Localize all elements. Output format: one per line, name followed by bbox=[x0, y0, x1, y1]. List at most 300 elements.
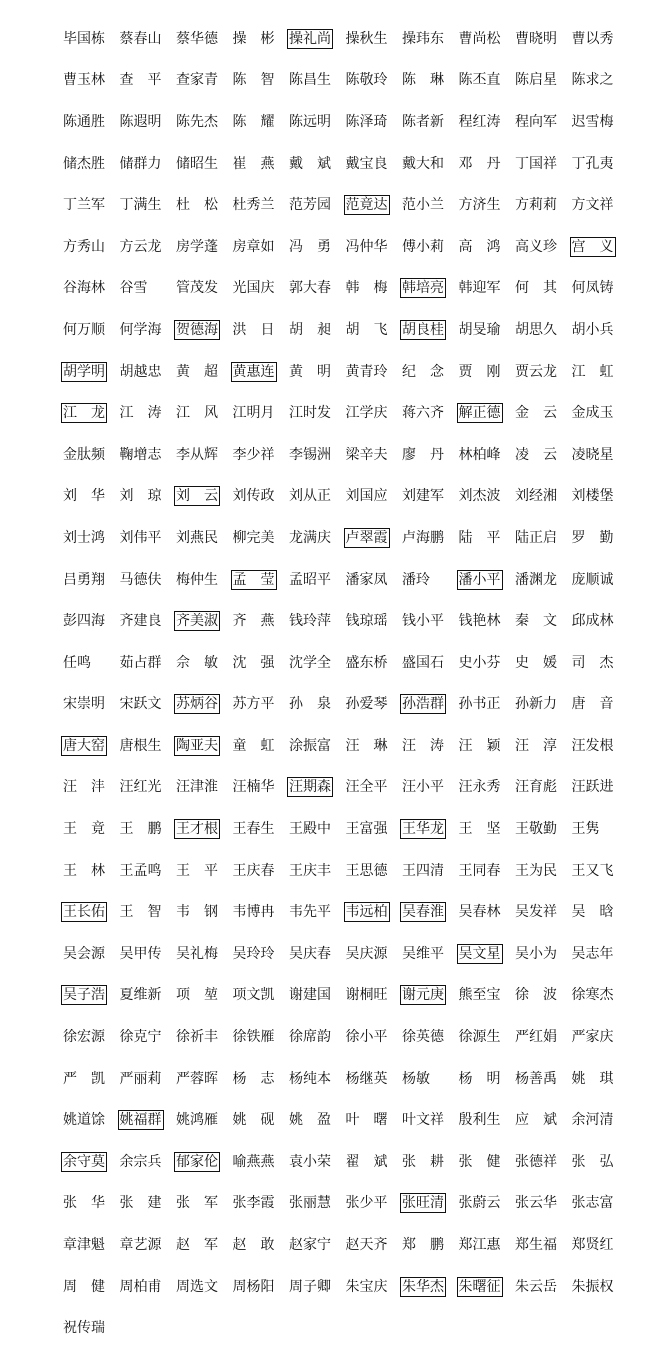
name-cell bbox=[570, 195, 627, 215]
name-row bbox=[61, 1224, 621, 1266]
name-text: 姚道馀 bbox=[63, 1112, 105, 1129]
name-text: 汪津淮 bbox=[176, 779, 218, 796]
name-cell bbox=[118, 694, 175, 714]
name-text: 邓 丹 bbox=[458, 155, 501, 172]
name-cell bbox=[344, 1027, 401, 1047]
name-cell bbox=[344, 819, 401, 839]
name-text: 郑江惠 bbox=[458, 1237, 501, 1254]
name-cell bbox=[457, 29, 514, 49]
name-text: 方莉莉 bbox=[515, 197, 557, 214]
name-text: 朱振权 bbox=[571, 1278, 614, 1295]
name-text: 胡思久 bbox=[515, 321, 557, 338]
name-cell bbox=[457, 362, 514, 382]
name-text: 孙书正 bbox=[458, 696, 501, 713]
name-text: 杨纯本 bbox=[289, 1070, 331, 1087]
name-text: 杜秀兰 bbox=[232, 197, 275, 214]
name-text: 梅仲生 bbox=[176, 571, 218, 588]
name-cell bbox=[61, 611, 118, 631]
name-text: 汪小平 bbox=[402, 779, 444, 796]
name-cell bbox=[513, 112, 570, 132]
boxed-name-cell bbox=[287, 29, 344, 49]
name-cell bbox=[400, 1152, 457, 1172]
name-list-grid bbox=[61, 18, 621, 1349]
name-cell bbox=[513, 320, 570, 340]
name-cell bbox=[344, 1277, 401, 1297]
name-cell bbox=[287, 362, 344, 382]
name-text: 方文祥 bbox=[571, 197, 614, 214]
name-cell bbox=[174, 528, 231, 548]
name-cell bbox=[570, 486, 627, 506]
name-row bbox=[61, 517, 621, 559]
name-text: 迟雪梅 bbox=[571, 113, 614, 130]
name-cell bbox=[513, 736, 570, 756]
name-text: 严红娟 bbox=[515, 1029, 557, 1046]
name-text: 查 平 bbox=[119, 72, 162, 89]
name-cell bbox=[570, 278, 627, 298]
name-cell bbox=[457, 736, 514, 756]
name-cell bbox=[287, 653, 344, 673]
name-text: 杨善禹 bbox=[515, 1070, 557, 1087]
name-cell bbox=[287, 445, 344, 465]
name-cell bbox=[61, 819, 118, 839]
name-text: 王 坚 bbox=[458, 821, 501, 838]
boxed-name-cell bbox=[400, 819, 457, 839]
name-text: 吴维平 bbox=[402, 945, 444, 962]
name-text: 刘传政 bbox=[232, 488, 275, 505]
name-cell bbox=[570, 403, 627, 423]
name-text: 吴小为 bbox=[515, 945, 557, 962]
name-text: 李少祥 bbox=[232, 446, 275, 463]
name-text: 张 健 bbox=[458, 1153, 501, 1170]
name-cell bbox=[570, 1277, 627, 1297]
name-cell bbox=[174, 777, 231, 797]
name-text: 丁国祥 bbox=[515, 155, 557, 172]
name-text: 汪红光 bbox=[119, 779, 162, 796]
name-text: 吴庆春 bbox=[289, 945, 331, 962]
name-cell bbox=[344, 486, 401, 506]
boxed-name-cell bbox=[457, 944, 514, 964]
name-cell bbox=[344, 694, 401, 714]
name-cell bbox=[61, 486, 118, 506]
name-text: 王 林 bbox=[63, 862, 105, 879]
name-text: 徐席韵 bbox=[289, 1029, 331, 1046]
name-cell bbox=[118, 736, 175, 756]
name-text: 陈者新 bbox=[402, 113, 444, 130]
name-text: 刘 琼 bbox=[119, 488, 162, 505]
name-text: 光国庆 bbox=[232, 280, 275, 297]
name-text: 钱小平 bbox=[402, 613, 444, 630]
name-cell bbox=[344, 570, 401, 590]
name-text: 孟昭平 bbox=[289, 571, 331, 588]
name-text: 凌 云 bbox=[515, 446, 557, 463]
name-cell bbox=[231, 736, 288, 756]
name-cell bbox=[400, 70, 457, 90]
name-row bbox=[61, 933, 621, 975]
name-cell bbox=[287, 112, 344, 132]
name-cell bbox=[400, 944, 457, 964]
name-cell bbox=[570, 528, 627, 548]
name-text: 程红涛 bbox=[458, 113, 501, 130]
name-text: 钱琼瑶 bbox=[345, 613, 388, 630]
name-text: 林柏峰 bbox=[458, 446, 501, 463]
name-text: 金 云 bbox=[515, 405, 557, 422]
name-text: 王庆春 bbox=[232, 862, 275, 879]
name-row bbox=[61, 268, 621, 310]
name-text: 彭四海 bbox=[63, 613, 105, 630]
name-cell bbox=[61, 1110, 118, 1130]
name-text: 徐祈丰 bbox=[176, 1029, 218, 1046]
name-row bbox=[61, 1099, 621, 1141]
name-text: 刘 华 bbox=[63, 488, 105, 505]
name-text: 佘 敏 bbox=[176, 654, 218, 671]
name-cell bbox=[231, 445, 288, 465]
name-text: 张丽慧 bbox=[289, 1195, 331, 1212]
name-text: 张 耕 bbox=[402, 1153, 444, 1170]
name-text: 王春生 bbox=[232, 821, 275, 838]
name-text: 黄 明 bbox=[289, 363, 331, 380]
name-cell bbox=[400, 1027, 457, 1047]
name-cell bbox=[118, 486, 175, 506]
name-cell bbox=[174, 195, 231, 215]
name-text: 陈 琳 bbox=[402, 72, 444, 89]
name-text: 余守莫 bbox=[63, 1153, 105, 1170]
name-cell bbox=[457, 777, 514, 797]
name-cell bbox=[61, 445, 118, 465]
name-text: 赵天齐 bbox=[345, 1237, 388, 1254]
name-cell bbox=[344, 154, 401, 174]
name-text: 江学庆 bbox=[345, 405, 388, 422]
name-text: 吴文星 bbox=[458, 945, 501, 962]
name-cell bbox=[344, 1235, 401, 1255]
name-cell bbox=[231, 154, 288, 174]
name-cell bbox=[513, 777, 570, 797]
name-text: 王才根 bbox=[176, 821, 218, 838]
name-text: 吴发祥 bbox=[515, 904, 557, 921]
name-cell bbox=[513, 237, 570, 257]
name-cell bbox=[61, 694, 118, 714]
name-cell bbox=[174, 1069, 231, 1089]
name-cell bbox=[570, 985, 627, 1005]
name-text: 查家青 bbox=[176, 72, 218, 89]
name-cell bbox=[118, 1152, 175, 1172]
name-text: 王 平 bbox=[176, 862, 218, 879]
name-row bbox=[61, 600, 621, 642]
name-text: 卢翠霞 bbox=[345, 529, 388, 546]
name-cell bbox=[457, 819, 514, 839]
name-row bbox=[61, 850, 621, 892]
boxed-name-cell bbox=[457, 403, 514, 423]
name-cell bbox=[513, 1193, 570, 1213]
name-text: 戴大和 bbox=[402, 155, 444, 172]
name-cell bbox=[174, 1027, 231, 1047]
name-text: 徐寒杰 bbox=[571, 987, 614, 1004]
name-text: 房学蓬 bbox=[176, 238, 218, 255]
name-cell bbox=[118, 278, 175, 298]
name-text: 汪 颖 bbox=[458, 737, 501, 754]
name-cell bbox=[231, 819, 288, 839]
name-text: 韦 钢 bbox=[176, 904, 218, 921]
name-text: 喻燕燕 bbox=[232, 1153, 275, 1170]
name-cell bbox=[400, 1235, 457, 1255]
name-cell bbox=[570, 70, 627, 90]
name-text: 徐小平 bbox=[345, 1029, 388, 1046]
name-cell bbox=[174, 1235, 231, 1255]
name-cell bbox=[287, 570, 344, 590]
name-text: 史 媛 bbox=[515, 654, 557, 671]
name-cell bbox=[118, 320, 175, 340]
name-cell bbox=[287, 819, 344, 839]
name-cell bbox=[344, 403, 401, 423]
name-cell bbox=[457, 902, 514, 922]
name-cell bbox=[231, 1193, 288, 1213]
boxed-name-cell bbox=[174, 1152, 231, 1172]
name-cell bbox=[400, 237, 457, 257]
name-text: 徐克宁 bbox=[119, 1029, 162, 1046]
name-text: 徐 波 bbox=[515, 987, 557, 1004]
name-cell bbox=[400, 1069, 457, 1089]
name-cell bbox=[344, 445, 401, 465]
name-text: 储杰胜 bbox=[63, 155, 105, 172]
name-cell bbox=[174, 1277, 231, 1297]
name-cell bbox=[287, 985, 344, 1005]
name-text: 胡旻瑜 bbox=[458, 321, 501, 338]
name-text: 何万顺 bbox=[63, 321, 105, 338]
name-cell bbox=[287, 195, 344, 215]
name-text: 韩 梅 bbox=[345, 280, 388, 297]
name-text: 汪永秀 bbox=[458, 779, 501, 796]
name-text: 陈远明 bbox=[289, 113, 331, 130]
name-text: 吴志年 bbox=[571, 945, 614, 962]
name-cell bbox=[513, 570, 570, 590]
name-text: 邱成林 bbox=[571, 613, 614, 630]
name-text: 周柏甫 bbox=[119, 1278, 162, 1295]
name-text: 余河清 bbox=[571, 1112, 614, 1129]
name-cell bbox=[287, 1152, 344, 1172]
name-text: 凌晓星 bbox=[571, 446, 614, 463]
name-text: 章艺源 bbox=[119, 1237, 162, 1254]
name-text: 潘玲 bbox=[402, 571, 430, 588]
boxed-name-cell bbox=[344, 195, 401, 215]
name-cell bbox=[231, 70, 288, 90]
name-cell bbox=[61, 278, 118, 298]
name-cell bbox=[513, 403, 570, 423]
name-text: 金成玉 bbox=[571, 405, 614, 422]
name-cell bbox=[287, 1193, 344, 1213]
name-text: 王四清 bbox=[402, 862, 444, 879]
name-text: 赵 敢 bbox=[232, 1237, 275, 1254]
name-text: 刘从正 bbox=[289, 488, 331, 505]
name-text: 王长佑 bbox=[63, 904, 105, 921]
name-text: 曹晓明 bbox=[515, 30, 557, 47]
name-cell bbox=[231, 777, 288, 797]
name-text: 吴子浩 bbox=[63, 987, 105, 1004]
name-text: 谷雪 bbox=[119, 280, 148, 297]
name-text: 孙新力 bbox=[515, 696, 557, 713]
name-text: 陈求之 bbox=[571, 72, 614, 89]
name-cell bbox=[231, 195, 288, 215]
name-row bbox=[61, 975, 621, 1017]
name-text: 高 鸿 bbox=[458, 238, 501, 255]
name-cell bbox=[570, 570, 627, 590]
name-text: 宋崇明 bbox=[63, 696, 105, 713]
name-cell bbox=[457, 528, 514, 548]
name-text: 韦博冉 bbox=[232, 904, 275, 921]
name-cell bbox=[513, 944, 570, 964]
name-cell bbox=[400, 861, 457, 881]
boxed-name-cell bbox=[174, 736, 231, 756]
name-text: 姚 砚 bbox=[232, 1112, 275, 1129]
boxed-name-cell bbox=[457, 570, 514, 590]
name-text: 陈敬玲 bbox=[345, 72, 388, 89]
name-cell bbox=[118, 570, 175, 590]
name-text: 王孟鸣 bbox=[119, 862, 162, 879]
name-text: 孙浩群 bbox=[402, 696, 444, 713]
name-cell bbox=[344, 1193, 401, 1213]
name-cell bbox=[344, 278, 401, 298]
name-text: 杨 明 bbox=[458, 1070, 501, 1087]
name-text: 宋跃文 bbox=[119, 696, 162, 713]
name-cell bbox=[231, 985, 288, 1005]
name-cell bbox=[118, 154, 175, 174]
name-text: 陈 智 bbox=[232, 72, 275, 89]
name-text: 吴甲传 bbox=[119, 945, 162, 962]
name-text: 姚 盈 bbox=[289, 1112, 331, 1129]
name-cell bbox=[570, 1152, 627, 1172]
name-text: 朱云岳 bbox=[515, 1278, 557, 1295]
name-text: 盛国石 bbox=[402, 654, 444, 671]
boxed-name-cell bbox=[61, 736, 118, 756]
name-cell bbox=[457, 112, 514, 132]
name-text: 王殿中 bbox=[289, 821, 331, 838]
name-cell bbox=[400, 403, 457, 423]
name-text: 冯 勇 bbox=[289, 238, 331, 255]
name-cell bbox=[174, 985, 231, 1005]
name-text: 朱宝庆 bbox=[345, 1278, 388, 1295]
name-text: 谢桐旺 bbox=[345, 987, 388, 1004]
name-cell bbox=[231, 528, 288, 548]
name-cell bbox=[118, 112, 175, 132]
name-cell bbox=[231, 611, 288, 631]
name-text: 解正德 bbox=[458, 405, 501, 422]
name-text: 叶 曙 bbox=[345, 1112, 388, 1129]
boxed-name-cell bbox=[61, 362, 118, 382]
name-text: 汪全平 bbox=[345, 779, 388, 796]
name-text: 苏炳谷 bbox=[176, 696, 218, 713]
name-text: 黄青玲 bbox=[345, 363, 388, 380]
name-text: 祝传瑞 bbox=[63, 1320, 105, 1337]
name-row bbox=[61, 808, 621, 850]
name-row bbox=[61, 642, 621, 684]
name-cell bbox=[174, 902, 231, 922]
name-text: 翟 斌 bbox=[345, 1153, 388, 1170]
name-text: 管茂发 bbox=[176, 280, 218, 297]
name-cell bbox=[400, 1110, 457, 1130]
name-cell bbox=[570, 112, 627, 132]
name-text: 汪发根 bbox=[571, 737, 614, 754]
name-text: 汪 琳 bbox=[345, 737, 388, 754]
name-cell bbox=[513, 278, 570, 298]
name-cell bbox=[457, 445, 514, 465]
name-cell bbox=[513, 1235, 570, 1255]
name-cell bbox=[400, 570, 457, 590]
name-text: 夏维新 bbox=[119, 987, 162, 1004]
name-cell bbox=[570, 736, 627, 756]
boxed-name-cell bbox=[118, 1110, 175, 1130]
name-text: 刘国应 bbox=[345, 488, 388, 505]
name-cell bbox=[513, 195, 570, 215]
name-cell bbox=[174, 653, 231, 673]
name-row bbox=[61, 1183, 621, 1225]
name-text: 汪楠华 bbox=[232, 779, 275, 796]
name-cell bbox=[118, 1277, 175, 1297]
name-text: 黄惠连 bbox=[232, 363, 275, 380]
name-cell bbox=[570, 694, 627, 714]
name-text: 刘杰波 bbox=[458, 488, 501, 505]
name-text: 张 华 bbox=[63, 1195, 105, 1212]
name-cell bbox=[570, 445, 627, 465]
name-cell bbox=[344, 1069, 401, 1089]
name-text: 操 彬 bbox=[232, 30, 275, 47]
name-text: 张 军 bbox=[176, 1195, 218, 1212]
name-cell bbox=[61, 653, 118, 673]
name-cell bbox=[174, 570, 231, 590]
boxed-name-cell bbox=[344, 902, 401, 922]
name-text: 谢建国 bbox=[289, 987, 331, 1004]
name-cell bbox=[344, 362, 401, 382]
name-cell bbox=[287, 1069, 344, 1089]
name-text: 马德伕 bbox=[119, 571, 162, 588]
name-text: 庞顺诚 bbox=[571, 571, 614, 588]
name-cell bbox=[61, 154, 118, 174]
name-cell bbox=[118, 528, 175, 548]
name-text: 司 杰 bbox=[571, 654, 614, 671]
name-text: 唐大窑 bbox=[63, 737, 105, 754]
name-cell bbox=[457, 694, 514, 714]
name-cell bbox=[344, 985, 401, 1005]
name-text: 朱华杰 bbox=[402, 1278, 444, 1295]
name-text: 王 鹏 bbox=[119, 821, 162, 838]
name-text: 江 虹 bbox=[571, 363, 614, 380]
name-text: 王 竟 bbox=[63, 821, 105, 838]
name-cell bbox=[287, 694, 344, 714]
name-cell bbox=[570, 29, 627, 49]
name-text: 杜 松 bbox=[176, 197, 218, 214]
name-text: 王敬勤 bbox=[515, 821, 557, 838]
name-text: 刘士鸿 bbox=[63, 529, 105, 546]
name-row bbox=[61, 351, 621, 393]
name-text: 刘 云 bbox=[176, 488, 218, 505]
name-row bbox=[61, 1016, 621, 1058]
name-text: 汪期森 bbox=[289, 779, 331, 796]
name-text: 江 涛 bbox=[119, 405, 162, 422]
name-text: 罗 勤 bbox=[571, 529, 614, 546]
name-cell bbox=[231, 944, 288, 964]
name-cell bbox=[61, 1069, 118, 1089]
name-cell bbox=[118, 902, 175, 922]
name-text: 金肽频 bbox=[63, 446, 105, 463]
name-cell bbox=[513, 1027, 570, 1047]
name-text: 杨敏 bbox=[402, 1070, 430, 1087]
name-cell bbox=[400, 486, 457, 506]
name-cell bbox=[231, 486, 288, 506]
name-cell bbox=[457, 195, 514, 215]
name-text: 纪 念 bbox=[402, 363, 444, 380]
name-text: 鞠增志 bbox=[119, 446, 162, 463]
name-cell bbox=[231, 1027, 288, 1047]
boxed-name-cell bbox=[457, 1277, 514, 1297]
name-text: 严丽莉 bbox=[119, 1070, 162, 1087]
name-text: 蒋六齐 bbox=[402, 405, 444, 422]
